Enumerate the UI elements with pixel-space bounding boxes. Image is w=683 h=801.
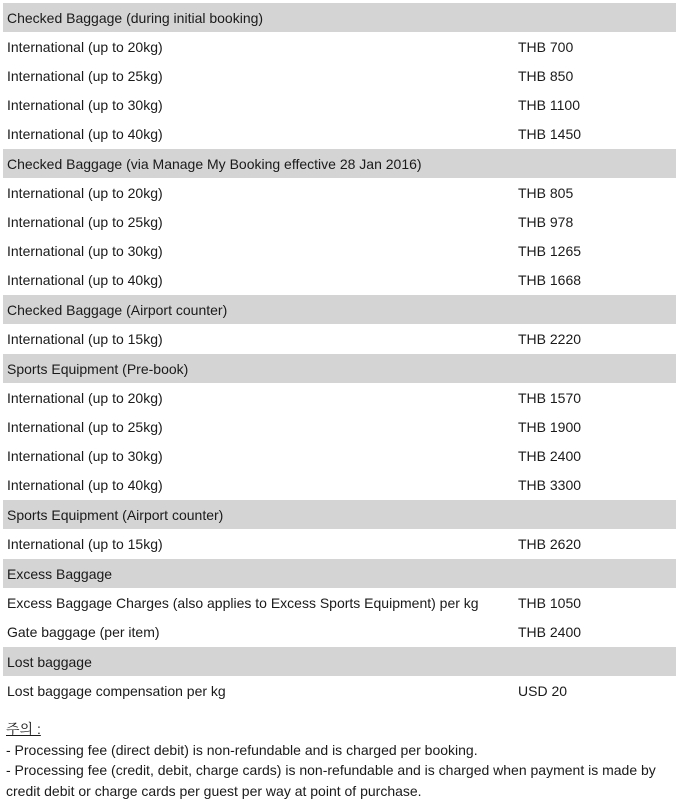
section-title: Sports Equipment (Airport counter) (7, 506, 224, 523)
row-price: THB 1100 (518, 96, 580, 113)
table-row (3, 441, 676, 470)
row-description: International (up to 15kg) (7, 535, 163, 552)
table-row (3, 207, 676, 236)
section-title: Checked Baggage (via Manage My Booking effective 28 Jan 2016) (7, 155, 422, 172)
section-header (3, 148, 676, 178)
section-title: Lost baggage (7, 653, 92, 670)
row-description: International (up to 20kg) (7, 389, 163, 406)
table-row (3, 470, 676, 499)
row-price: THB 2400 (518, 623, 582, 640)
table-row (3, 61, 676, 90)
row-price: THB 850 (518, 67, 574, 84)
section-checked-airport (3, 294, 676, 353)
section-checked-initial (3, 2, 676, 148)
table-row (3, 383, 676, 412)
row-description: International (up to 20kg) (7, 184, 163, 201)
row-price: THB 2400 (518, 447, 582, 464)
row-description: International (up to 40kg) (7, 476, 163, 493)
note-line: - Processing fee (credit, debit, charge cards) is non-refundable and is charged when payment is made by credit debit or charge cards per guest per way at point of purchase. (6, 762, 656, 799)
table-row (3, 119, 676, 148)
section-title: Checked Baggage (during initial booking) (7, 9, 264, 26)
row-description: Gate baggage (per item) (7, 623, 160, 640)
section-sports-airport (3, 499, 676, 558)
row-price: THB 2220 (518, 330, 582, 347)
section-header (3, 646, 676, 676)
notes-block (6, 719, 676, 801)
row-price: THB 700 (518, 38, 574, 55)
table-row (3, 676, 676, 705)
row-price: THB 1570 (518, 389, 582, 406)
row-price: THB 1900 (518, 418, 582, 435)
table-row (3, 617, 676, 646)
table-row (3, 324, 676, 353)
row-price: THB 1450 (518, 125, 582, 142)
row-description: International (up to 30kg) (7, 96, 163, 113)
section-header (3, 353, 676, 383)
row-price: THB 3300 (518, 476, 582, 493)
row-price: THB 1265 (518, 242, 582, 259)
row-price: THB 2620 (518, 535, 582, 552)
section-title: Checked Baggage (Airport counter) (7, 301, 228, 318)
row-description: International (up to 40kg) (7, 125, 163, 142)
row-price: THB 805 (518, 184, 574, 201)
row-description: International (up to 40kg) (7, 271, 163, 288)
table-row (3, 32, 676, 61)
row-description: International (up to 25kg) (7, 418, 163, 435)
baggage-fee-table (3, 2, 676, 705)
section-header (3, 2, 676, 32)
row-description: International (up to 30kg) (7, 447, 163, 464)
row-description: International (up to 25kg) (7, 67, 163, 84)
table-row (3, 265, 676, 294)
row-description: Lost baggage compensation per kg (7, 682, 226, 699)
row-description: International (up to 20kg) (7, 38, 163, 55)
row-description: International (up to 25kg) (7, 213, 163, 230)
section-checked-manage-booking (3, 148, 676, 294)
row-price: THB 1050 (518, 594, 582, 611)
row-price: USD 20 (518, 682, 568, 699)
notes-title: 주의 : (6, 721, 41, 737)
table-row (3, 529, 676, 558)
row-price: THB 1668 (518, 271, 582, 288)
section-title: Excess Baggage (7, 565, 113, 582)
table-row (3, 236, 676, 265)
section-header (3, 558, 676, 588)
table-row (3, 178, 676, 207)
row-description: Excess Baggage Charges (also applies to Excess Sports Equipment) per kg (7, 594, 479, 611)
table-row (3, 90, 676, 119)
row-price: THB 978 (518, 213, 574, 230)
row-description: International (up to 15kg) (7, 330, 163, 347)
table-row (3, 412, 676, 441)
row-description: International (up to 30kg) (7, 242, 163, 259)
section-title: Sports Equipment (Pre-book) (7, 360, 189, 377)
section-header (3, 499, 676, 529)
section-lost-baggage (3, 646, 676, 705)
table-row (3, 588, 676, 617)
section-sports-prebook (3, 353, 676, 499)
section-excess-baggage (3, 558, 676, 646)
section-header (3, 294, 676, 324)
note-line: - Processing fee (direct debit) is non-refundable and is charged per booking. (6, 741, 478, 758)
